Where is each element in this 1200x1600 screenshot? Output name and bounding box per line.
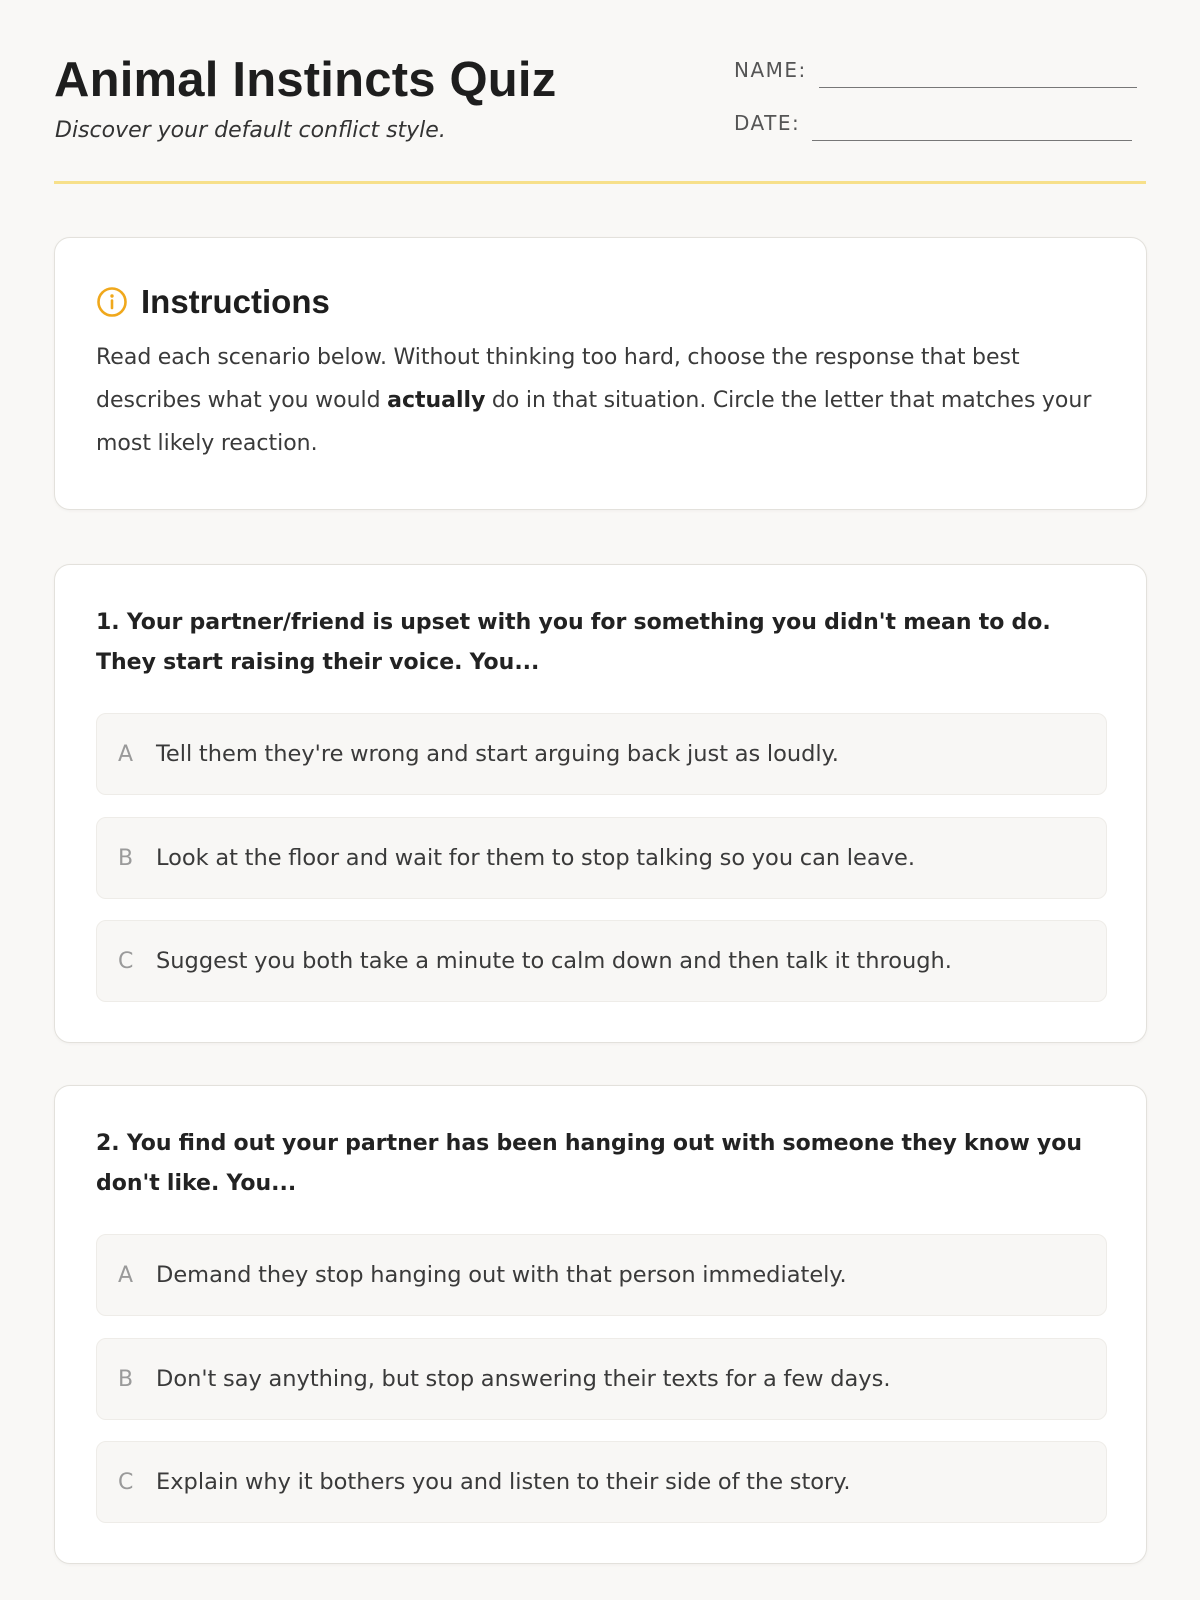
option-text: Suggest you both take a minute to calm down and then talk it through. [156, 948, 952, 974]
option-text: Look at the floor and wait for them to stop talking so you can leave. [156, 845, 915, 871]
option-b[interactable] [96, 817, 1107, 899]
header [54, 0, 1146, 184]
instructions-title: Instructions [141, 283, 330, 320]
page-subtitle: Discover your default conflict style. [55, 118, 446, 143]
instructions-text-emphasis: actually [387, 388, 486, 413]
date-field[interactable] [734, 111, 1132, 135]
option-text: Don't say anything, but stop answering their texts for a few days. [156, 1366, 891, 1392]
info-icon [96, 286, 128, 318]
question-card-2 [54, 1085, 1147, 1564]
option-letter[interactable]: B [118, 1366, 134, 1392]
name-line[interactable] [819, 87, 1137, 88]
option-text: Demand they stop hanging out with that person immediately. [156, 1262, 847, 1288]
instructions-card [54, 237, 1147, 510]
name-label: NAME: [734, 58, 807, 82]
option-text: Explain why it bothers you and listen to their side of the story. [156, 1469, 851, 1495]
date-line[interactable] [812, 140, 1132, 141]
option-a[interactable] [96, 1234, 1107, 1316]
option-a[interactable] [96, 713, 1107, 795]
instructions-heading [96, 282, 1106, 322]
option-letter[interactable]: C [118, 1469, 134, 1495]
option-letter[interactable]: C [118, 948, 134, 974]
option-letter[interactable]: A [118, 1262, 134, 1288]
question-prompt: 1. Your partner/friend is upset with you for something you didn't mean to do. They start raising their voice. You... [96, 610, 1051, 675]
option-c[interactable] [96, 920, 1107, 1002]
option-letter[interactable]: A [118, 741, 134, 767]
name-field[interactable] [734, 58, 1137, 82]
question-card-1 [54, 564, 1147, 1043]
option-c[interactable] [96, 1441, 1107, 1523]
option-b[interactable] [96, 1338, 1107, 1420]
option-text: Tell them they're wrong and start arguing back just as loudly. [156, 741, 839, 767]
instructions-text [96, 336, 1106, 465]
option-letter[interactable]: B [118, 845, 134, 871]
instructions-text-start: Read each scenario below. Without thinking too hard, choose the response that best describes what you would [96, 345, 1020, 413]
instructions-text-end: do in that situation. Circle the letter that matches your most likely reaction. [96, 388, 1092, 456]
question-prompt: 2. You find out your partner has been hanging out with someone they know you don't like. You... [96, 1131, 1083, 1196]
date-label: DATE: [734, 111, 801, 135]
page-title: Animal Instincts Quiz [54, 53, 557, 107]
